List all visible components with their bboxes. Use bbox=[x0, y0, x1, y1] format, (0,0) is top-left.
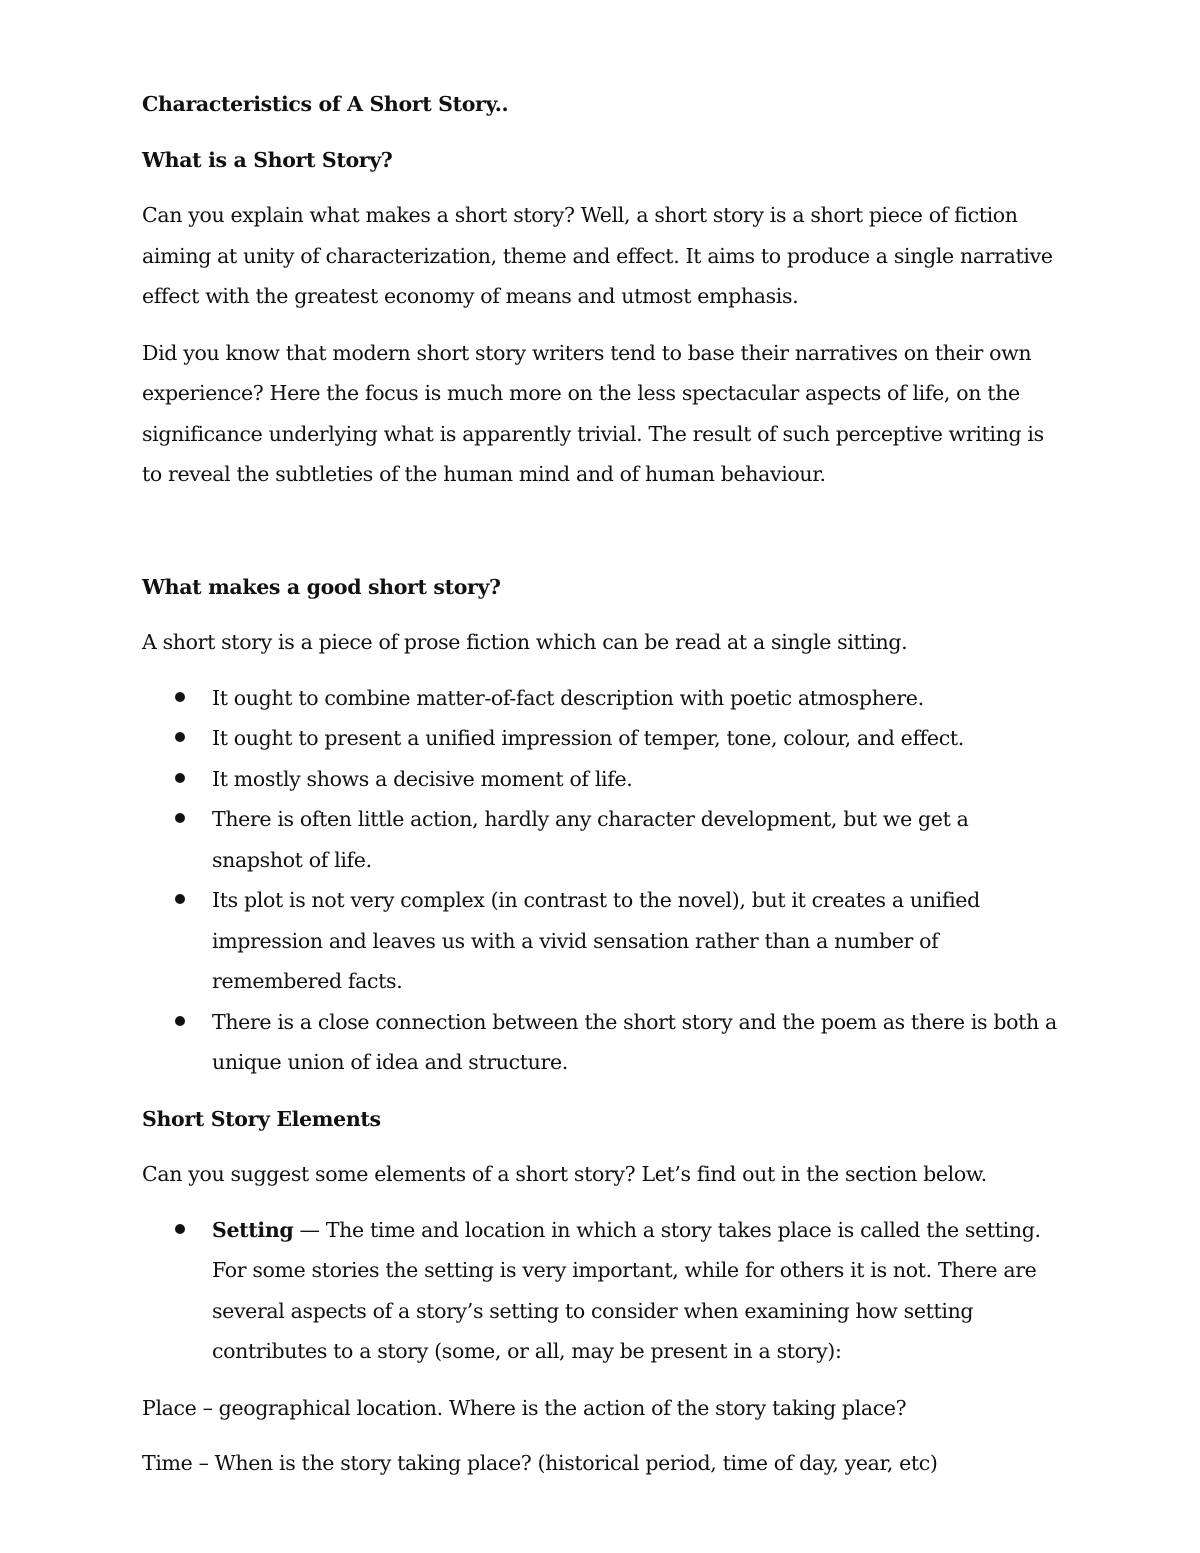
paragraph-definition: Can you explain what makes a short story? Well, a short story is a short piece of fiction aiming at unity of characterization, theme and effect. It aims to produce a single narrative effect with the greatest economy of means and utmost emphasis. bbox=[142, 203, 1053, 308]
bullet-icon bbox=[175, 692, 185, 702]
heading-what-is-short-story: What is a Short Story? bbox=[142, 147, 393, 172]
paragraph-time: Time – When is the story taking place? (historical period, time of day, year, etc) bbox=[142, 1451, 938, 1475]
good-story-list bbox=[142, 678, 1062, 1083]
bullet-icon bbox=[175, 773, 185, 783]
list-item: It ought to combine matter-of-fact description with poetic atmosphere. bbox=[142, 678, 1062, 719]
paragraph-modern-writers: Did you know that modern short story writers tend to base their narratives on their own experience? Here the focus is much more on the less spectacular aspects of life, on the significance underlying what is apparently trivial. The result of such perceptive writing is to reveal the subtleties of the human mind and of human behaviour. bbox=[142, 340, 1044, 486]
elements-list bbox=[142, 1210, 1062, 1372]
list-item: There is often little action, hardly any character development, but we get a snapshot of life. bbox=[142, 799, 1062, 880]
bullet-icon bbox=[175, 894, 185, 904]
bullet-icon bbox=[175, 813, 185, 823]
list-item: There is a close connection between the short story and the poem as there is both a unique union of idea and structure. bbox=[142, 1002, 1062, 1083]
bullet-icon bbox=[175, 1016, 185, 1026]
list-item: It mostly shows a decisive moment of life. bbox=[142, 759, 1062, 800]
heading-short-story-elements: Short Story Elements bbox=[142, 1106, 381, 1131]
list-item: Its plot is not very complex (in contrast to the novel), but it creates a unified impression and leaves us with a vivid sensation rather than a number of remembered facts. bbox=[142, 880, 1062, 1002]
document-page bbox=[142, 84, 1062, 1484]
setting-term: Setting bbox=[212, 1217, 294, 1242]
paragraph-prose-fiction: A short story is a piece of prose fiction which can be read at a single sitting. bbox=[142, 630, 908, 654]
bullet-icon bbox=[175, 1224, 185, 1234]
paragraph-place: Place – geographical location. Where is the action of the story taking place? bbox=[142, 1395, 907, 1420]
paragraph-suggest-elements: Can you suggest some elements of a short story? Let’s find out in the section below. bbox=[142, 1162, 987, 1186]
setting-description: — The time and location in which a story takes place is called the setting. For some stories the setting is very important, while for others it is not. There are several aspects of a story’s setting to consider when examining how setting contributes to a story (some, or all, may be present in a story): bbox=[212, 1217, 1041, 1363]
heading-good-short-story: What makes a good short story? bbox=[142, 574, 501, 599]
list-item-setting bbox=[142, 1210, 1062, 1372]
list-item: It ought to present a unified impression of temper, tone, colour, and effect. bbox=[142, 718, 1062, 759]
document-title: Characteristics of A Short Story.. bbox=[142, 92, 509, 116]
bullet-icon bbox=[175, 732, 185, 742]
